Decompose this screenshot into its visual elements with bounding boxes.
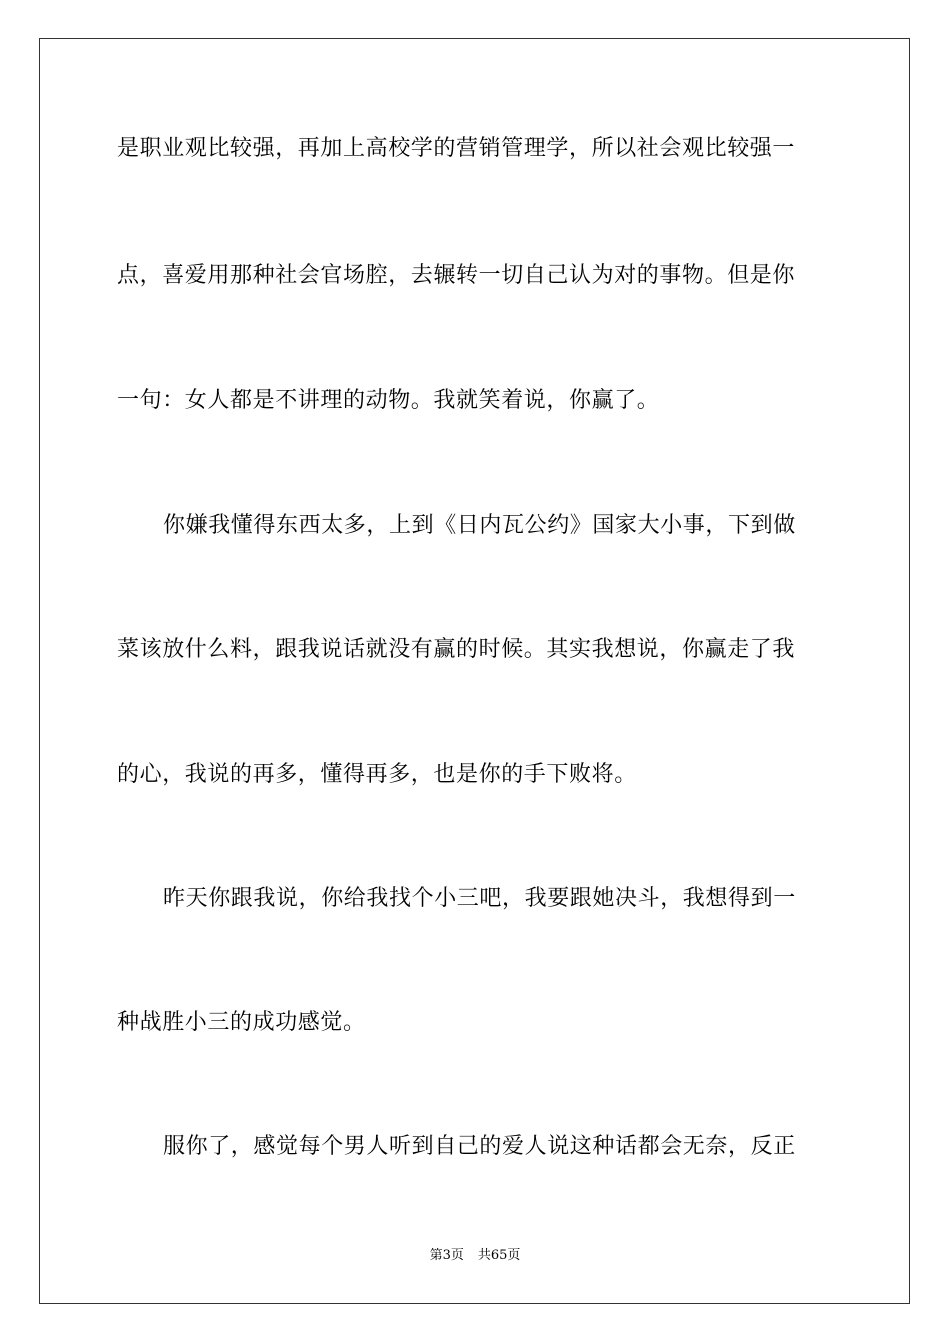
page-frame (39, 38, 910, 1304)
text-line-3: 一句：女人都是不讲理的动物。我就笑着说，你赢了。 (117, 388, 660, 413)
paragraph-start-line-4: 你嫌我懂得东西太多，上到《日内瓦公约》国家大小事，下到做 (163, 513, 796, 538)
text-line-6: 的心，我说的再多，懂得再多，也是你的手下败将。 (117, 762, 637, 787)
page-footer (0, 1248, 950, 1264)
text-line-5: 菜该放什么料，跟我说话就没有赢的时候。其实我想说，你赢走了我 (117, 637, 796, 662)
text-line-1: 是职业观比较强，再加上高校学的营销管理学，所以社会观比较强一 (117, 136, 796, 161)
page-total: 共65页 (477, 1248, 521, 1263)
text-line-8: 种战胜小三的成功感觉。 (117, 1010, 366, 1035)
page-number: 第3页 (429, 1248, 464, 1263)
paragraph-start-line-7: 昨天你跟我说，你给我找个小三吧，我要跟她决斗，我想得到一 (163, 886, 796, 911)
paragraph-start-line-9: 服你了，感觉每个男人听到自己的爱人说这种话都会无奈，反正 (163, 1134, 796, 1159)
text-line-2: 点，喜爱用那种社会官场腔，去辗转一切自己认为对的事物。但是你 (117, 263, 796, 288)
